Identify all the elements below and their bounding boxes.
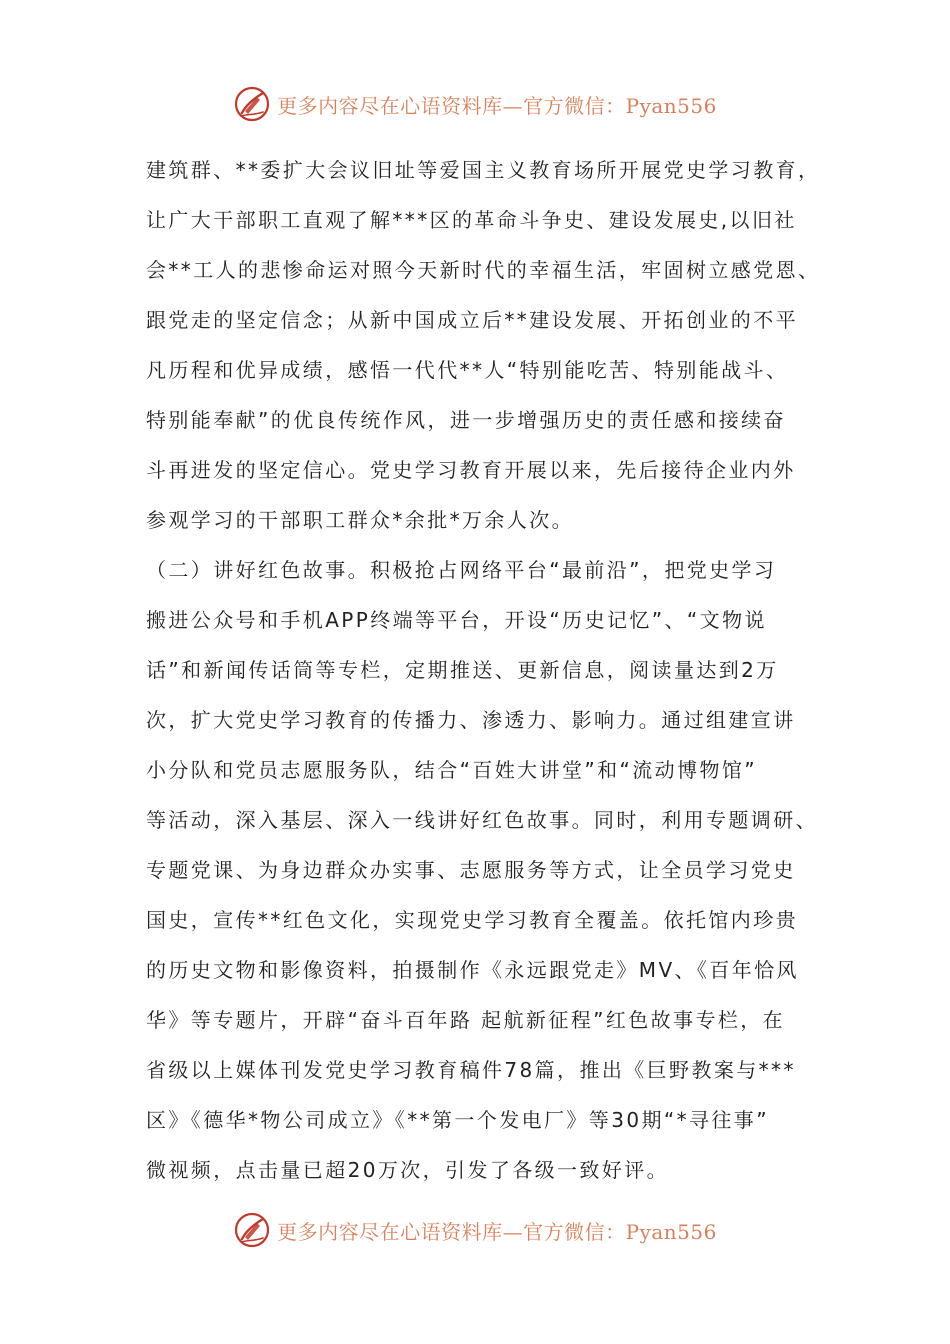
text-line: 的历史文物和影像资料，拍摄制作《永远跟党走》MV、《百年恰风 [146, 958, 799, 982]
document-body [146, 145, 821, 1195]
text-line: 微视频，点击量已超20万次，引发了各级一致好评。 [146, 1158, 670, 1182]
text-line: 等活动，深入基层、深入一线讲好红色故事。同时，利用专题调研、 [146, 808, 818, 832]
text-line: 省级以上媒体刊发党史学习教育稿件78篇，推出《巨野教案与*** [146, 1058, 796, 1082]
text-line: 会**工人的悲惨命运对照今天新时代的幸福生活，牢固树立感党恩、 [146, 258, 821, 282]
section-heading-line: （二）讲好红色故事。积极抢占网络平台“最前沿”，把党史学习 [146, 558, 777, 582]
text-line: 斗再进发的坚定信心。党史学习教育开展以来，先后接待企业内外 [146, 458, 796, 482]
text-line: 搬进公众号和手机APP终端等平台，开设“历史记忆”、“文物说 [146, 608, 767, 632]
pen-circle-logo-icon [233, 85, 271, 123]
text-line: 专题党课、为身边群众办实事、志愿服务等方式，让全员学习党史 [146, 858, 796, 882]
text-line: 华》等专题片，开辟“奋斗百年路 起航新征程”红色故事专栏，在 [146, 1008, 786, 1032]
pen-circle-logo-icon [233, 1211, 271, 1249]
footer-banner [0, 1208, 950, 1252]
text-line: 跟党走的坚定信念；从新中国成立后**建设发展、开拓创业的不平 [146, 308, 798, 332]
text-line: 小分队和党员志愿服务队，结合“百姓大讲堂”和“流动博物馆” [146, 758, 758, 782]
text-line: 区》《德华*物公司成立》《**第一个发电厂》等30期“*寻往事” [146, 1108, 769, 1132]
header-banner [0, 82, 950, 126]
text-line: 参观学习的干部职工群众*余批*万余人次。 [146, 508, 574, 532]
footer-banner-text: 更多内容尽在心语资料库—官方微信：Pyan556 [277, 1219, 717, 1244]
text-line: 凡历程和优异成绩，感悟一代代**人“特别能吃苦、特别能战斗、 [146, 358, 789, 382]
text-line: 次，扩大党史学习教育的传播力、渗透力、影响力。通过组建宣讲 [146, 708, 796, 732]
text-line: 让广大干部职工直观了解***区的革命斗争史、建设发展史,以旧社 [146, 208, 797, 232]
text-line: 特别能奉献”的优良传统作风，进一步增强历史的责任感和接续奋 [146, 408, 786, 432]
text-line: 话”和新闻传话筒等专栏，定期推送、更新信息，阅读量达到2万 [146, 658, 779, 682]
text-line: 建筑群、**委扩大会议旧址等爱国主义教育场所开展党史学习教育， [146, 158, 821, 182]
header-banner-text: 更多内容尽在心语资料库—官方微信：Pyan556 [277, 93, 717, 118]
text-line: 国史，宣传**红色文化，实现党史学习教育全覆盖。依托馆内珍贵 [146, 908, 798, 932]
